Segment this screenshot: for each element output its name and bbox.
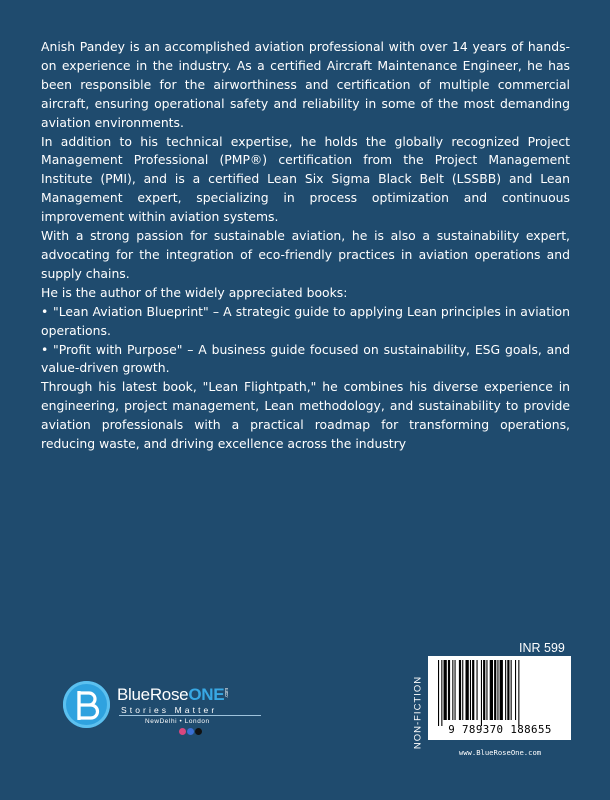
barcode-bar	[505, 660, 506, 720]
barcode-bar	[448, 660, 450, 720]
barcode-bar	[497, 660, 498, 720]
barcode-bar	[490, 660, 493, 720]
bio-paragraph-sustainability: With a strong passion for sustainable aviation, he is also a sustainability expert, advocating for the integration of eco-friendly practices in aviation operations and supply chains.	[41, 228, 570, 281]
bio-paragraph-latest-book: Through his latest book, "Lean Flightpath," he combines his diverse experience in engineering, project management, Lean methodology, and sustainability to provide aviation professionals with a practical roadmap for transforming operations, reducing waste, and driving excellence across the industry	[41, 379, 570, 452]
book-title-profit-with-purpose: "Profit with Purpose" – A business guide focused on sustainability, ESG goals, and value-driven growth.	[41, 341, 570, 376]
publisher-tagline: Stories Matter	[121, 705, 218, 715]
price-label: INR 599	[519, 641, 565, 655]
barcode-bar	[511, 660, 512, 720]
barcode-bar	[486, 660, 487, 720]
bio-book-item	[41, 303, 570, 341]
brand-accent: ONE	[188, 685, 225, 704]
publisher-brand	[117, 685, 234, 705]
bio-books-heading: He is the author of the widely appreciated books:	[41, 284, 348, 300]
social-icons	[179, 728, 203, 737]
x-icon	[195, 728, 202, 735]
barcode-icon	[428, 660, 571, 728]
barcode-bar	[452, 660, 453, 720]
bluerose-logo-icon	[63, 681, 110, 728]
publisher-logo	[63, 680, 273, 750]
barcode-bar	[500, 660, 503, 720]
genre-label: NON-FICTION	[412, 675, 424, 750]
barcode-bar	[481, 660, 482, 726]
barcode-bar	[444, 660, 447, 720]
publisher-locations: NewDelhi • London	[145, 718, 210, 725]
barcode-bar	[518, 660, 519, 726]
barcode-bar	[438, 660, 439, 726]
barcode-bar	[472, 660, 474, 720]
barcode-bar	[477, 660, 478, 720]
barcode-bar	[455, 660, 456, 720]
isbn-number: 9 789370 188655	[448, 723, 552, 736]
barcode-bar	[483, 660, 485, 720]
book-title-lean-aviation-blueprint: "Lean Aviation Blueprint" – A strategic guide to applying Lean principles in aviation operations.	[41, 303, 570, 338]
brand-main: BlueRose	[117, 685, 189, 704]
bullet-icon: •	[41, 303, 49, 319]
barcode-bar	[462, 660, 463, 720]
instagram-icon	[179, 728, 186, 735]
barcode-bar	[507, 660, 509, 720]
bullet-icon: •	[41, 341, 49, 357]
barcode-bar	[515, 660, 516, 720]
bio-book-item	[41, 341, 570, 379]
bio-paragraph-intro: Anish Pandey is an accomplished aviation professional with over 14 years of hands-on experience in the industry. As a certified Aircraft Maintenance Engineer, he has been responsible for the airworthiness and certification of multiple commercial aircraft, ensuring operational safety and reliability in some of the most demanding aviation environments.	[41, 39, 570, 130]
barcode-bar	[466, 660, 469, 720]
author-bio	[41, 38, 570, 454]
brand-suffix: .com	[224, 688, 231, 698]
bio-paragraph-certifications: In addition to his technical expertise, he holds the globally recognized Project Management Professional (PMP®) certification from the Project Management Institute (PMI), and is a certified Lean Six Sigma Black Belt (LSSBB) and Lean Management expert, specializing in process optimization and continuous improvement within aviation systems.	[41, 133, 570, 225]
logo-divider	[119, 715, 261, 716]
barcode-bar	[459, 660, 461, 720]
barcode-bar	[470, 660, 471, 720]
facebook-icon	[187, 728, 194, 735]
publisher-website: www.BlueRoseOne.com	[458, 748, 542, 757]
barcode-bar	[441, 660, 442, 726]
barcode-bar	[494, 660, 496, 720]
